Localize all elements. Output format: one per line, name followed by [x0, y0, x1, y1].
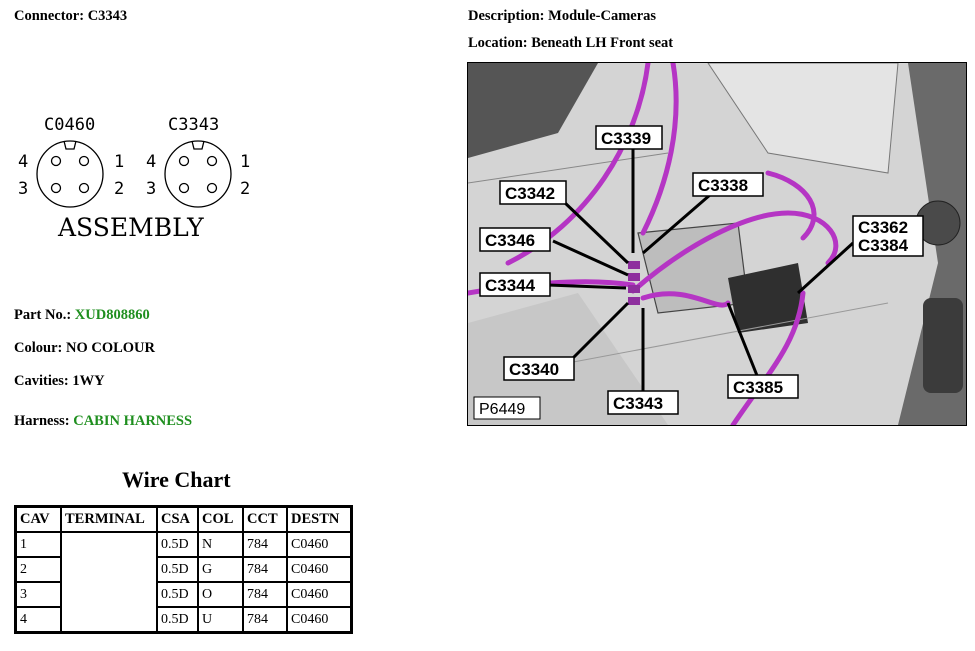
col-cav: CAV: [16, 507, 62, 533]
callout-c3342: C3342: [505, 184, 556, 203]
cct-cell: 784: [243, 532, 287, 557]
harness-label: Harness:: [14, 413, 70, 429]
left-pin-4: 4: [18, 152, 29, 172]
callout-c3362: C3362: [858, 218, 909, 237]
col-cell: N: [198, 532, 243, 557]
connector-label: Connector: C3343: [14, 8, 128, 24]
cavities-label: Cavities:: [14, 373, 69, 389]
callout-c3385: C3385: [733, 378, 784, 397]
table-row: [16, 532, 352, 557]
colour-value: NO COLOUR: [65, 340, 155, 356]
left-pin-1: 1: [114, 152, 125, 172]
cav-cell: 2: [16, 557, 62, 582]
csa-cell: 0.5D: [157, 607, 198, 633]
right-pin-3: 3: [146, 179, 157, 199]
right-pin-4: 4: [146, 152, 157, 172]
callout-c3339: C3339: [601, 129, 652, 148]
col-cell: G: [198, 557, 243, 582]
col-terminal: TERMINAL: [61, 507, 157, 533]
col-destn: DESTN: [287, 507, 352, 533]
harness-row: [14, 413, 192, 430]
csa-cell: 0.5D: [157, 582, 198, 607]
callout-c3344: C3344: [485, 276, 536, 295]
location-illustration: [468, 63, 966, 425]
photo-id-label: P6449: [479, 401, 526, 418]
table-header-row: [16, 507, 352, 533]
destn-cell: C0460: [287, 532, 352, 557]
col-cell: U: [198, 607, 243, 633]
connector-face-diagram: [14, 112, 264, 247]
colour-label: Colour:: [14, 340, 63, 356]
col-col: COL: [198, 507, 243, 533]
terminal-cell: [61, 532, 157, 633]
destn-cell: C0460: [287, 557, 352, 582]
left-connector-outline: [37, 141, 103, 207]
harness-link[interactable]: CABIN HARNESS: [73, 413, 193, 429]
cav-cell: 1: [16, 532, 62, 557]
cct-cell: 784: [243, 607, 287, 633]
callout-c3343: C3343: [613, 394, 664, 413]
part-no-link[interactable]: XUD808860: [74, 307, 150, 323]
wire-chart-table: [14, 505, 353, 634]
location-photo: [467, 62, 967, 426]
left-pin-3: 3: [18, 179, 29, 199]
col-cct: CCT: [243, 507, 287, 533]
cav-cell: 3: [16, 582, 62, 607]
left-connector-key: [64, 141, 76, 149]
callout-c3340: C3340: [509, 360, 560, 379]
right-pin-2: 2: [240, 179, 251, 199]
cct-cell: 784: [243, 557, 287, 582]
part-no-row: [14, 307, 150, 324]
description-label: Description: Module-Cameras: [468, 8, 657, 24]
destn-cell: C0460: [287, 607, 352, 633]
diagram-caption: ASSEMBLY: [58, 213, 204, 242]
col-cell: O: [198, 582, 243, 607]
right-pin-1: 1: [240, 152, 251, 172]
colour-row: [14, 340, 155, 357]
csa-cell: 0.5D: [157, 532, 198, 557]
col-csa: CSA: [157, 507, 198, 533]
callout-c3384: C3384: [858, 236, 909, 255]
cavities-row: [14, 373, 105, 390]
cavities-value: 1WY: [72, 373, 105, 389]
right-connector-outline: [165, 141, 231, 207]
left-pin-2: 2: [114, 179, 125, 199]
location-label: Location: Beneath LH Front seat: [468, 35, 674, 51]
right-connector-key: [192, 141, 204, 149]
left-connector-label: C0460: [44, 115, 96, 135]
wire-chart-title: Wire Chart: [122, 467, 231, 492]
callout-c3338: C3338: [698, 176, 749, 195]
cct-cell: 784: [243, 582, 287, 607]
destn-cell: C0460: [287, 582, 352, 607]
cav-cell: 4: [16, 607, 62, 633]
csa-cell: 0.5D: [157, 557, 198, 582]
part-no-label: Part No.:: [14, 307, 72, 323]
callout-c3346: C3346: [485, 231, 536, 250]
right-connector-label: C3343: [168, 115, 220, 135]
